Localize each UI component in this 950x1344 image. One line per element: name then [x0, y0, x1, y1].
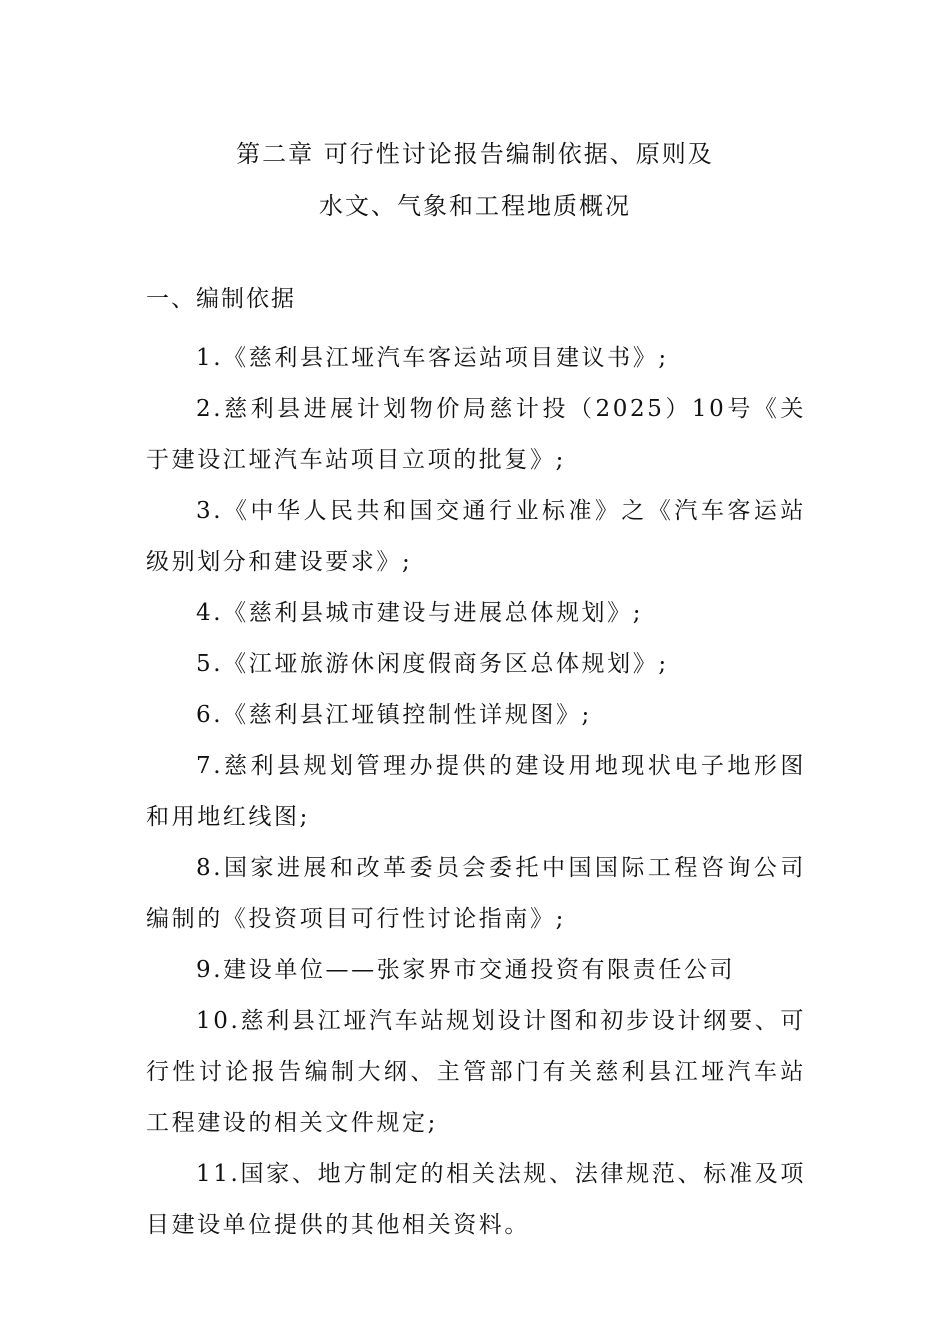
basis-item-4: 4.《慈利县城市建设与进展总体规划》;: [196, 600, 644, 626]
chapter-title-line-1: 第二章 可行性讨论报告编制依据、原则及: [236, 140, 714, 168]
basis-item-3: 3.《中华人民共和国交通行业标准》之《汽车客运站级别划分和建设要求》;: [146, 498, 806, 575]
basis-item-1: 1.《慈利县江垭汽车客运站项目建议书》;: [196, 345, 669, 371]
basis-item-8: 8.国家进展和改革委员会委托中国国际工程咨询公司编制的《投资项目可行性讨论指南》;: [146, 855, 806, 932]
chapter-title: [0, 128, 950, 232]
basis-list: [146, 333, 806, 1251]
basis-item-11: 11.国家、地方制定的相关法规、法律规范、标准及项目建设单位提供的其他相关资料。: [146, 1161, 806, 1238]
basis-item-6: 6.《慈利县江垭镇控制性详规图》;: [196, 702, 592, 728]
basis-item-7: 7.慈利县规划管理办提供的建设用地现状电子地形图和用地红线图;: [146, 753, 806, 830]
basis-item-5: 5.《江垭旅游休闲度假商务区总体规划》;: [196, 651, 669, 677]
basis-item-9: 9.建设单位——张家界市交通投资有限责任公司: [196, 957, 736, 983]
section-heading: 一、编制依据: [146, 286, 296, 312]
basis-item-2: 2.慈利县进展计划物价局慈计投（2025）10号《关于建设江垭汽车站项目立项的批复》;: [146, 396, 806, 473]
basis-item-10: 10.慈利县江垭汽车站规划设计图和初步设计纲要、可行性讨论报告编制大纲、主管部门有关慈利县江垭汽车站工程建设的相关文件规定;: [146, 1008, 806, 1136]
chapter-title-line-2: 水文、气象和工程地质概况: [319, 192, 631, 220]
